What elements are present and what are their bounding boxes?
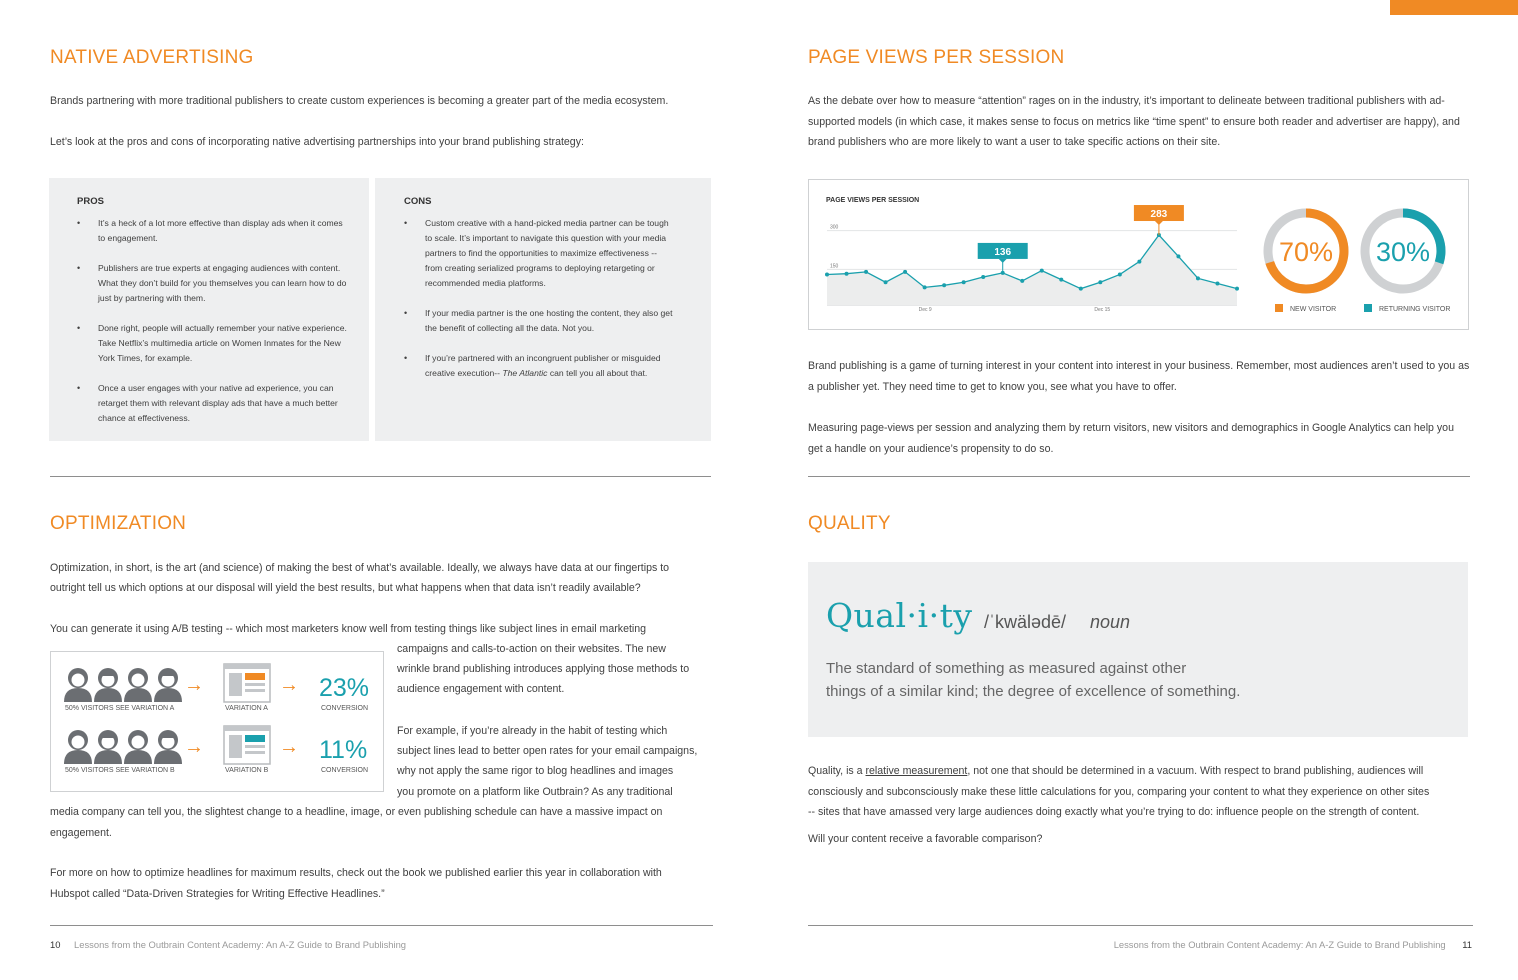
cons-list — [404, 216, 676, 396]
variation-a-conversion-rate: 23% — [319, 674, 370, 702]
donut-value-label: 70% — [1278, 237, 1334, 267]
relative-measurement-link[interactable]: relative measurement — [865, 765, 968, 777]
quality-definition-box — [808, 562, 1468, 737]
person-icon — [94, 730, 122, 764]
optimization-paragraph-2-line-3: wrinkle brand publishing introduces applying those methods to — [397, 663, 690, 675]
quality-closing-question: Will your content receive a favorable comparison? — [808, 833, 1043, 845]
quality-paragraph-line-2: consciously and subconsciously make these little calculations for you, comparing your content to what they experience on other sites — [808, 786, 1430, 798]
native-intro-paragraph: Brands partnering with more traditional publishers to create custom experiences is becoming a greater part of the media ecosystem. — [50, 95, 669, 107]
pros-item: • It’s a heck of a lot more effective than display ads when it comes to engagement. — [77, 216, 347, 246]
optimization-paragraph-3-line-6: engagement. — [50, 827, 112, 839]
cons-item: • Custom creative with a hand-picked media partner can be tough to scale. It’s important to navigate this question with your media partners to find the opportunities to maximize effectiveness -- from creating serialized programs to deploying retargeting or recommended media platforms. — [404, 216, 676, 291]
cons-item — [404, 351, 676, 381]
optimization-paragraph-1-line-1: Optimization, in short, is the art (and science) of making the best of what’s available. Ideally, we always have data at our fingertips to — [50, 562, 670, 574]
pros-item: • Publishers are true experts at engaging audiences with content. What they don’t build for you themselves you can learn how to do just by partnering with them. — [77, 261, 347, 306]
legend-swatch — [1275, 304, 1283, 312]
optimization-paragraph-1-line-2: outright tell us which options at our disposal will yield the best results, but what happens when that data isn’t readily available? — [50, 582, 641, 594]
donut-charts — [1268, 213, 1450, 313]
data-point — [1020, 279, 1024, 283]
quality-pronunciation: /ˈkwälədē/ — [984, 612, 1067, 632]
data-point — [1040, 269, 1044, 273]
optimization-paragraph-3-line-2: subject lines lead to better open rates for your email campaigns, — [397, 745, 698, 757]
visitor-icons-a — [64, 668, 182, 702]
data-point — [1079, 287, 1083, 291]
native-pros-cons-intro: Let’s look at the pros and cons of incorporating native advertising partnerships into your brand publishing strategy: — [50, 136, 584, 148]
variation-b-visitors-label: 50% VISITORS SEE VARIATION B — [65, 767, 175, 774]
right-footer-rule — [808, 925, 1473, 926]
legend-swatch — [1364, 304, 1372, 312]
left-footer-rule — [50, 925, 713, 926]
quality-paragraph-line-1 — [808, 761, 1423, 782]
pros-list — [77, 216, 347, 441]
right-footer-title: Lessons from the Outbrain Content Academy: An A-Z Guide to Brand Publishing — [1113, 939, 1446, 950]
optimization-paragraph-3-line-3: why not apply the same rigor to blog headlines and images — [397, 765, 674, 777]
page-views-chart-panel — [808, 179, 1469, 330]
right-page-number: 11 — [1462, 939, 1472, 950]
data-point — [981, 275, 985, 279]
variation-b-conversion-label: CONVERSION — [321, 767, 369, 774]
data-point — [1215, 282, 1219, 286]
cons-item-text-end: can tell you all about that. — [547, 368, 648, 378]
variation-b-conversion-rate: 11% — [319, 736, 368, 764]
quality-text: Quality, is a — [808, 765, 866, 777]
x-tick-label: Dec 15 — [1094, 307, 1111, 313]
right-footer — [1114, 939, 1472, 950]
variation-a-conversion-label: CONVERSION — [321, 705, 369, 712]
pros-item: • Done right, people will actually remember your native experience. Take Netflix’s multimedia article on Women Inmates for the New York Times, for example. — [77, 321, 347, 366]
optimization-paragraph-4-line-1: For more on how to optimize headlines for maximum results, check out the book we published earlier this year in collaboration with — [50, 867, 662, 879]
native-advertising-heading: NATIVE ADVERTISING — [50, 47, 254, 68]
callout-label: 136 — [994, 246, 1012, 258]
quality-paragraph-line-3: -- sites that have amassed very large audiences doing exactly what you’re trying to do: influence people on the strength of content. — [808, 806, 1420, 818]
cons-heading: CONS — [404, 196, 432, 207]
arrow-icon: → — [184, 674, 204, 696]
quality-part-of-speech: noun — [1090, 612, 1131, 632]
data-point — [1176, 254, 1180, 258]
optimization-heading: OPTIMIZATION — [50, 513, 187, 534]
data-point — [1059, 278, 1063, 282]
variation-b-label: VARIATION B — [225, 767, 269, 774]
page-views-paragraph-2: Brand publishing is a game of turning interest in your content into interest in your business. Remember, most audiences aren’t used to you as a publisher yet. They need time to get to know you, see what you have to offer. — [808, 360, 1470, 393]
variation-a-label: VARIATION A — [225, 705, 268, 712]
chart-title: PAGE VIEWS PER SESSION — [826, 197, 920, 204]
page-views-intro-paragraph: As the debate over how to measure “attention” rages on in the industry, it’s important to delineate between traditional publishers with ad-supported models (in which case, it makes sense to focus on metrics like “time spent” to ensure both reader and advertiser are happy), and brand publishers who are more likely to want a user to take specific actions on their site. — [808, 95, 1460, 148]
data-point — [1118, 272, 1122, 276]
optimization-paragraph-2-line-2: campaigns and calls-to-action on their websites. The new — [397, 643, 666, 655]
page-views-paragraph-3: Measuring page-views per session and analyzing them by return visitors, new visitors and demographics in Google Analytics can help you get a handle on your audience’s propensity to do so. — [808, 422, 1454, 455]
left-footer — [50, 939, 406, 950]
cons-item: • If your media partner is the one hosting the content, they also get the benefit of collecting all the data. Not you. — [404, 306, 676, 336]
variation-a-page-icon — [224, 664, 270, 702]
data-point — [903, 270, 907, 274]
optimization-paragraph-3-line-5: media company can tell you, the slightest change to a headline, image, or even publishing schedule can have a massive impact on — [50, 806, 663, 818]
person-icon — [64, 668, 92, 702]
line-chart-area — [825, 205, 1239, 313]
right-section-divider — [808, 476, 1470, 477]
data-point — [1196, 276, 1200, 280]
person-icon — [154, 730, 182, 764]
data-point — [884, 280, 888, 284]
callout-label: 283 — [1150, 209, 1168, 221]
data-point — [825, 272, 829, 276]
person-icon — [64, 730, 92, 764]
callout-arrow — [999, 259, 1007, 263]
data-point — [1098, 280, 1102, 284]
variation-b-page-icon — [224, 726, 270, 764]
optimization-paragraph-3-line-1: For example, if you’re already in the habit of testing which — [397, 725, 668, 737]
left-section-divider — [50, 476, 711, 477]
pros-heading: PROS — [77, 196, 104, 207]
page-views-chart — [809, 180, 1468, 329]
quality-definition-line-1: The standard of something as measured against other — [826, 660, 1187, 677]
data-point — [1235, 287, 1239, 291]
cons-item-text: If you’re partnered with an incongruent publisher or misguided creative execution-- — [425, 353, 661, 378]
cons-item-publication: The Atlantic — [502, 368, 548, 378]
series-area — [827, 235, 1237, 305]
left-footer-title: Lessons from the Outbrain Content Academy: An A-Z Guide to Brand Publishing — [74, 939, 407, 950]
arrow-icon: → — [279, 674, 299, 696]
y-tick-label: 300 — [830, 224, 839, 231]
left-page-number: 10 — [50, 939, 61, 950]
data-point — [845, 272, 849, 276]
person-icon — [94, 668, 122, 702]
optimization-paragraph-3-line-4: you promote on a platform like Outbrain? As any traditional — [397, 786, 673, 798]
quality-heading: QUALITY — [808, 513, 891, 534]
data-point — [962, 280, 966, 284]
optimization-paragraph-4-line-2: Hubspot called “Data-Driven Strategies for Writing Effective Headlines.” — [50, 888, 385, 900]
variation-a-visitors-label: 50% VISITORS SEE VARIATION A — [65, 705, 175, 712]
top-accent-bar — [1390, 0, 1518, 15]
person-icon — [124, 730, 152, 764]
visitor-icons-b — [64, 730, 182, 764]
quality-dictionary-word: Qual·i·ty — [826, 596, 973, 635]
data-point — [1137, 260, 1141, 264]
data-point — [942, 283, 946, 287]
person-icon — [154, 668, 182, 702]
arrow-icon: → — [184, 736, 204, 758]
pros-item: • Once a user engages with your native ad experience, you can retarget them with relevant display ads that have a much better chance at effectiveness. — [77, 381, 347, 426]
person-icon — [124, 668, 152, 702]
optimization-paragraph-2-line-4: audience engagement with content. — [397, 683, 565, 695]
data-point — [923, 285, 927, 289]
page-views-heading: PAGE VIEWS PER SESSION — [808, 47, 1065, 68]
legend-label: NEW VISITOR — [1290, 306, 1337, 313]
y-tick-label: 150 — [830, 263, 839, 270]
data-point — [864, 270, 868, 274]
arrow-icon: → — [279, 736, 299, 758]
callout-arrow — [1155, 221, 1163, 225]
donut-value-label: 30% — [1375, 237, 1431, 267]
optimization-paragraph-2-line-1: You can generate it using A/B testing -- which most marketers know well from testing things like subject lines in email marketing — [50, 623, 647, 635]
quality-text-cont: , not one that should be determined in a vacuum. With respect to brand publishing, audiences will — [967, 765, 1424, 777]
x-tick-label: Dec 9 — [918, 307, 932, 313]
legend-label: RETURNING VISITOR — [1379, 306, 1451, 313]
quality-definition-line-2: things of a similar kind; the degree of excellence of something. — [826, 683, 1241, 700]
ab-test-illustration — [50, 651, 384, 792]
